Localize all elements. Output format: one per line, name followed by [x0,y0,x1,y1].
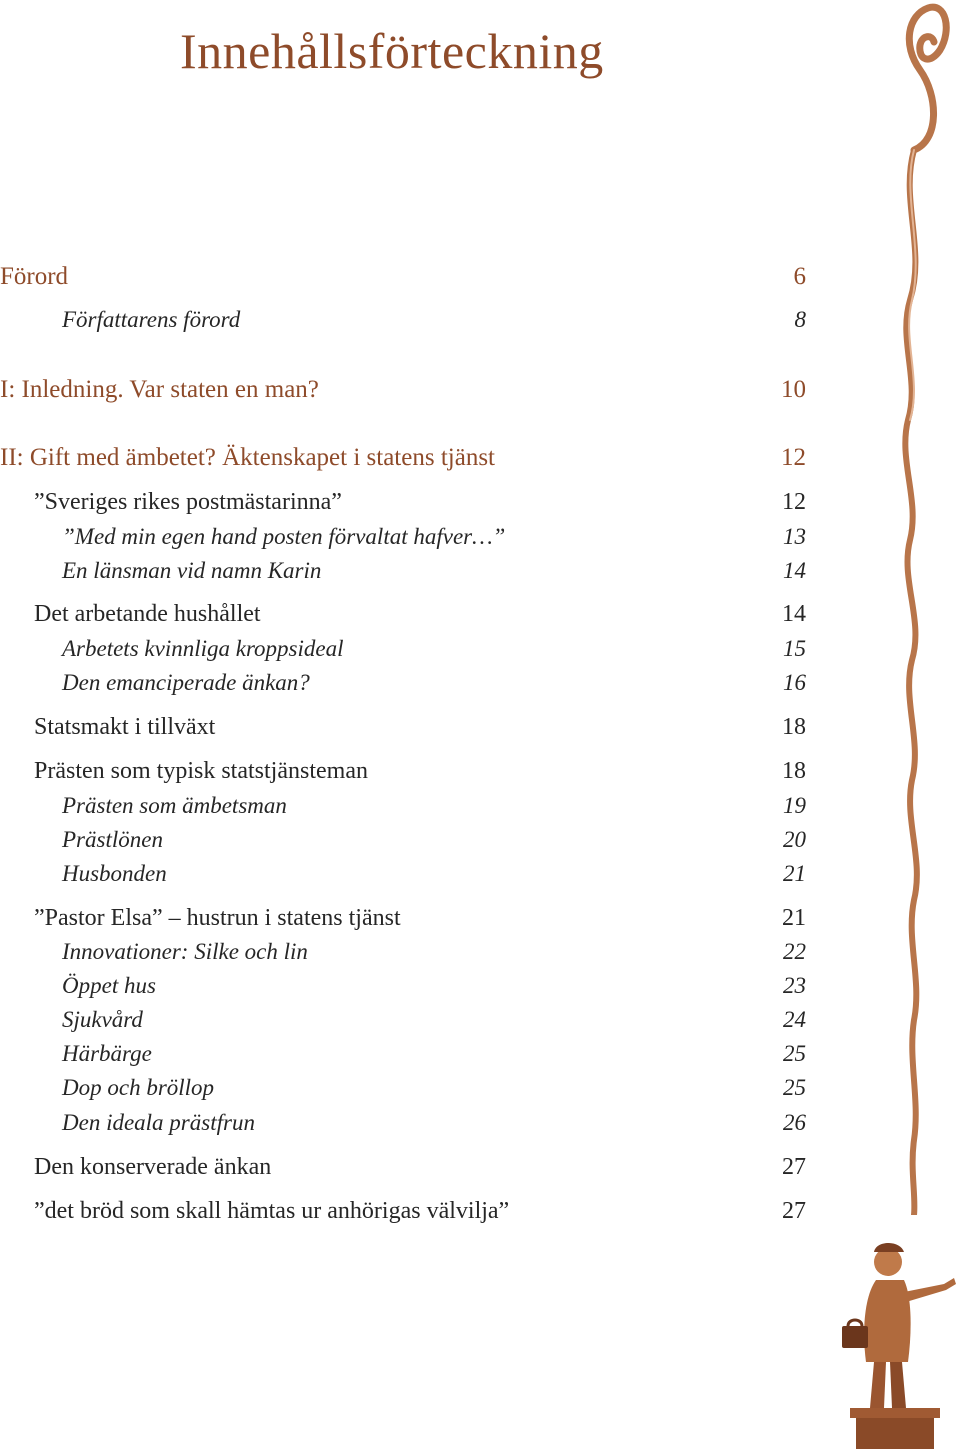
toc-entry-title: Den konserverade änkan [34,1154,272,1180]
toc-entry-title: Prästen som typisk statstjänsteman [34,758,368,784]
toc-entry [0,1075,806,1101]
toc-entry-page-number: 23 [783,973,806,998]
toc-entry [0,263,806,291]
toc-entry-title: Den ideala prästfrun [62,1110,255,1135]
toc-entry-page-number: 21 [782,905,806,931]
toc-entry [0,376,806,404]
toc-entry [0,973,806,999]
toc-entry-page-number: 22 [783,939,806,964]
toc-entry [0,444,806,472]
toc-entry-title: ”det bröd som skall hämtas ur anhörigas välvilja” [34,1198,510,1224]
toc-entry-page-number: 12 [781,444,806,471]
toc-entry-page-number: 18 [782,758,806,784]
toc-entry-page-number: 27 [782,1198,806,1224]
toc-entry-page-number: 8 [794,307,806,332]
toc-entry-page-number: 25 [783,1041,806,1066]
toc-entry [0,1007,806,1033]
toc-entry-title: I: Inledning. Var staten en man? [0,376,319,403]
toc-entry-title: Prästlönen [62,827,163,852]
toc-entry-title: ”Sveriges rikes postmästarinna” [34,489,342,515]
toc-entry-page-number: 12 [782,489,806,515]
toc-entry-title: Innovationer: Silke och lin [62,939,308,964]
toc-entry [0,793,806,819]
toc-entry-page-number: 19 [783,793,806,818]
toc-entry-page-number: 14 [783,558,806,583]
toc-entry [0,827,806,853]
toc-entry-page-number: 27 [782,1154,806,1180]
toc-entry-title: Arbetets kvinnliga kroppsideal [62,636,344,661]
toc-entry-page-number: 18 [782,714,806,740]
toc-entry-title: Dop och bröllop [62,1075,215,1100]
toc-entry [0,1041,806,1067]
toc-entry-page-number: 25 [783,1075,806,1100]
toc-entry-page-number: 15 [783,636,806,661]
toc-entry-page-number: 6 [793,263,806,290]
toc-entry-title: Sjukvård [62,1007,143,1032]
toc-entry [0,601,806,628]
spiral-vine-icon [880,0,960,1215]
toc-entry-page-number: 14 [782,601,806,627]
toc-entry [0,1110,806,1136]
toc-entry-title: Husbonden [62,861,167,886]
toc-entry-title: Statsmakt i tillväxt [34,714,216,740]
page-title: Innehållsförteckning [180,23,604,79]
toc-entry-page-number: 10 [781,376,806,403]
toc-entry [0,670,806,696]
toc-entry-title: Härbärge [62,1041,152,1066]
toc-entry [0,636,806,662]
toc-entry-page-number: 21 [783,861,806,886]
toc-entry-page-number: 26 [783,1110,806,1135]
toc-entry [0,861,806,887]
toc-entry-title: En länsman vid namn Karin [62,558,322,583]
toc-entry-page-number: 16 [783,670,806,695]
toc-entry [0,1154,806,1181]
toc-entry [0,939,806,965]
toc-entry-title: Det arbetande hushållet [34,601,261,627]
toc-entry-title: Den emanciperade änkan? [62,670,310,695]
toc-entry-title: Öppet hus [62,973,156,998]
toc-entry-title: Författarens förord [62,307,241,332]
toc-entry [0,714,806,741]
toc-entry [0,489,806,516]
toc-entry [0,905,806,932]
toc-entry-title: Förord [0,263,69,290]
pointing-statue-icon [826,1222,960,1449]
toc-entry [0,558,806,584]
toc-entry-title: ”Med min egen hand posten förvaltat hafver…” [62,524,506,549]
toc-entry-page-number: 13 [783,524,806,549]
toc-entry-page-number: 24 [783,1007,806,1032]
toc-entry-title: II: Gift med ämbetet? Äktenskapet i statens tjänst [0,444,495,471]
toc-entry-page-number: 20 [783,827,806,852]
toc-entry-title: Prästen som ämbetsman [62,793,287,818]
toc-entry [0,758,806,785]
toc-entry [0,524,806,550]
toc-entry [0,1198,806,1225]
toc-entry-title: ”Pastor Elsa” – hustrun i statens tjänst [34,905,401,931]
toc-entry [0,307,806,333]
